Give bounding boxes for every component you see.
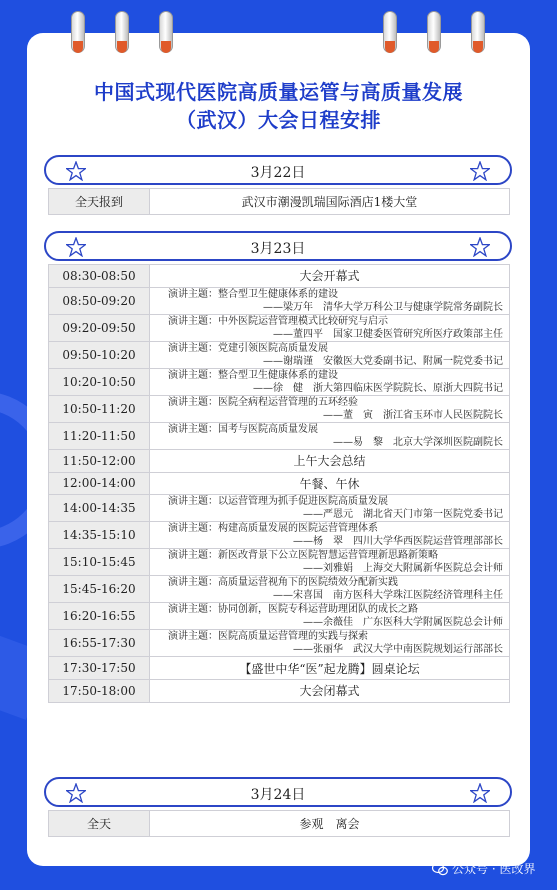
time-cell: 15:10-15:45 (49, 549, 150, 576)
binder-ring-right-2 (427, 11, 441, 53)
talk-speaker: ——董四平 国家卫健委医管研究所医疗政策部主任 (273, 328, 503, 340)
talk-speaker: ——梁万年 清华大学万科公卫与健康学院常务副院长 (263, 301, 503, 313)
time-cell: 14:35-15:10 (49, 522, 150, 549)
time-cell: 11:50-12:00 (49, 449, 150, 472)
talk-cell (150, 314, 510, 341)
binder-ring-right-1 (383, 11, 397, 53)
event-cell: 午餐、午休 (150, 472, 510, 495)
day-date: 3月24日 (250, 787, 306, 803)
talk-topic: 演讲主题：以运营管理为抓手促进医院高质量发展 (168, 496, 388, 508)
time-cell: 11:20-11:50 (49, 422, 150, 449)
watermark (432, 860, 535, 877)
table-row (49, 368, 510, 395)
page-title-line2: （武汉）大会日程安排 (176, 108, 381, 132)
talk-cell (150, 549, 510, 576)
talk-cell (150, 630, 510, 657)
talk-topic: 演讲主题：医院全病程运营管理的五环经验 (168, 396, 358, 408)
time-cell: 10:50-11:20 (49, 395, 150, 422)
table-row (49, 189, 510, 215)
talk-topic: 演讲主题：医院高质量运营管理的实践与探索 (168, 631, 368, 643)
table-row (49, 603, 510, 630)
star-icon (470, 783, 490, 803)
talk-speaker: ——刘雅娟 上海交大附属新华医院总会计师 (303, 563, 503, 575)
time-cell: 17:50-18:00 (49, 680, 150, 703)
day-date: 3月22日 (250, 165, 306, 181)
event-cell: 武汉市潮漫凯瑞国际酒店1楼大堂 (150, 189, 510, 215)
time-cell: 16:55-17:30 (49, 630, 150, 657)
day-table-1 (48, 188, 510, 215)
time-cell: 17:30-17:50 (49, 657, 150, 680)
talk-cell (150, 287, 510, 314)
table-row (49, 657, 510, 680)
table-row (49, 680, 510, 703)
talk-cell (150, 603, 510, 630)
talk-topic: 演讲主题：新医改背景下公立医院智慧运营管理新思路新策略 (168, 550, 438, 562)
talk-topic: 演讲主题：整合型卫生健康体系的建设 (168, 288, 338, 300)
talk-speaker: ——徐 健 浙大第四临床医学院院长、原浙大四院书记 (253, 382, 503, 394)
talk-cell (150, 522, 510, 549)
time-cell: 09:50-10:20 (49, 341, 150, 368)
time-cell: 15:45-16:20 (49, 576, 150, 603)
event-cell: 【盛世中华“医”起龙腾】圆桌论坛 (150, 657, 510, 680)
talk-speaker: ——董 寅 浙江省玉环市人民医院院长 (323, 409, 503, 421)
talk-speaker: ——谢瑞谨 安徽医大党委副书记、附属一院党委书记 (263, 355, 503, 367)
table-row (49, 422, 510, 449)
binder-ring-left-1 (71, 11, 85, 53)
talk-topic: 演讲主题：国考与医院高质量发展 (168, 423, 318, 435)
talk-topic: 演讲主题：高质量运营视角下的医院绩效分配新实践 (168, 577, 398, 589)
binder-ring-left-3 (159, 11, 173, 53)
time-cell: 全天 (49, 811, 150, 837)
binder-ring-right-3 (471, 11, 485, 53)
table-row (49, 265, 510, 288)
day-header-3 (44, 777, 512, 807)
talk-cell (150, 495, 510, 522)
time-cell: 16:20-16:55 (49, 603, 150, 630)
day-header-1 (44, 155, 512, 185)
wechat-icon (432, 862, 448, 876)
time-cell: 09:20-09:50 (49, 314, 150, 341)
talk-topic: 演讲主题：中外医院运营管理模式比较研究与启示 (168, 315, 388, 327)
page-title-line1: 中国式现代医院高质量运管与高质量发展 (94, 80, 463, 104)
table-row (49, 495, 510, 522)
event-cell: 上午大会总结 (150, 449, 510, 472)
table-row (49, 811, 510, 837)
talk-speaker: ——余薇佳 广东医科大学附属医院总会计师 (303, 617, 503, 629)
table-row (49, 314, 510, 341)
table-row (49, 395, 510, 422)
day-table-3 (48, 810, 510, 837)
time-cell: 10:20-10:50 (49, 368, 150, 395)
table-row (49, 549, 510, 576)
star-icon (470, 237, 490, 257)
table-row (49, 630, 510, 657)
time-cell: 12:00-14:00 (49, 472, 150, 495)
talk-cell (150, 395, 510, 422)
talk-cell (150, 576, 510, 603)
table-row (49, 576, 510, 603)
talk-cell (150, 341, 510, 368)
time-cell: 全天报到 (49, 189, 150, 215)
time-cell: 08:50-09:20 (49, 287, 150, 314)
talk-speaker: ——严恩元 湖北省天门市第一医院党委书记 (303, 509, 503, 521)
talk-speaker: ——张丽华 武汉大学中南医院规划运行部部长 (293, 644, 503, 656)
time-cell: 08:30-08:50 (49, 265, 150, 288)
event-cell: 大会闭幕式 (150, 680, 510, 703)
day-date: 3月23日 (250, 241, 306, 257)
talk-cell (150, 368, 510, 395)
talk-topic: 演讲主题：整合型卫生健康体系的建设 (168, 369, 338, 381)
talk-cell (150, 422, 510, 449)
talk-topic: 演讲主题：协同创新，医院专科运营助理团队的成长之路 (168, 604, 418, 616)
binder-ring-left-2 (115, 11, 129, 53)
event-cell: 大会开幕式 (150, 265, 510, 288)
table-row (49, 287, 510, 314)
talk-topic: 演讲主题：党建引领医院高质量发展 (168, 342, 328, 354)
watermark-text: 公众号 · 医改界 (452, 862, 536, 876)
star-icon (470, 161, 490, 181)
talk-topic: 演讲主题：构建高质量发展的医院运营管理体系 (168, 523, 378, 535)
day-table-2 (48, 264, 510, 703)
table-row (49, 522, 510, 549)
talk-speaker: ——易 黎 北京大学深圳医院副院长 (333, 436, 503, 448)
event-cell: 参观 离会 (150, 811, 510, 837)
table-row (49, 341, 510, 368)
time-cell: 14:00-14:35 (49, 495, 150, 522)
table-row (49, 472, 510, 495)
day-header-2 (44, 231, 512, 261)
talk-speaker: ——杨 翠 四川大学华西医院运营管理部部长 (293, 536, 503, 548)
talk-speaker: ——宋喜国 南方医科大学珠江医院经济管理科主任 (273, 590, 503, 602)
table-row (49, 449, 510, 472)
